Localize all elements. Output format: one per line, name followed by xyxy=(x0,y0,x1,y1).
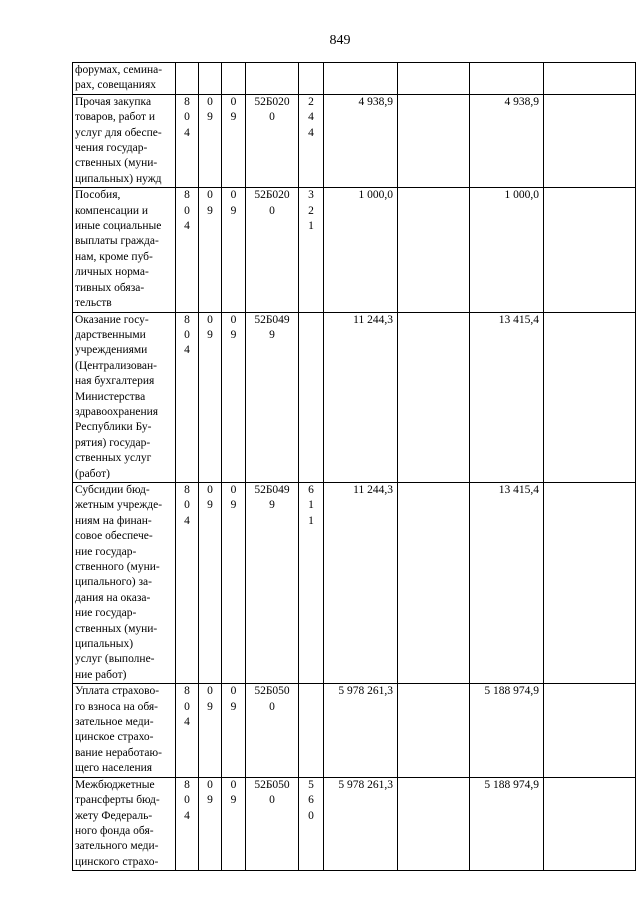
code-target-article: 52Б050 0 xyxy=(246,684,299,777)
value-3: 1 000,0 xyxy=(470,188,544,312)
value-4 xyxy=(544,777,636,870)
value-1: 4 938,9 xyxy=(324,94,398,187)
table-row xyxy=(73,482,636,683)
value-3: 4 938,9 xyxy=(470,94,544,187)
value-2 xyxy=(398,777,470,870)
value-4 xyxy=(544,482,636,683)
code-target-article xyxy=(246,63,299,95)
table-row xyxy=(73,94,636,187)
code-section: 8 0 4 xyxy=(176,188,199,312)
code-expense-type: 6 1 1 xyxy=(299,482,324,683)
code-subsection: 0 9 xyxy=(199,94,222,187)
code-target-article: 52Б050 0 xyxy=(246,777,299,870)
code-expense-type xyxy=(299,312,324,482)
value-1: 1 000,0 xyxy=(324,188,398,312)
code-expense-type xyxy=(299,63,324,95)
code-subsection-2: 0 9 xyxy=(222,482,246,683)
code-subsection-2 xyxy=(222,63,246,95)
code-subsection-2: 0 9 xyxy=(222,188,246,312)
code-subsection: 0 9 xyxy=(199,188,222,312)
table-row xyxy=(73,684,636,777)
row-name: Оказание госу- дарственными учреждениями (Централизован- ная бухгалтерия Министерства здравоохранения Республики Бу- рятия) государ- ственных услуг (работ) xyxy=(73,312,176,482)
page-number: 849 xyxy=(329,33,351,48)
row-name: Межбюджетные трансферты бюд- жету Федераль- ного фонда обя- зательного меди- цинского страхо- xyxy=(73,777,176,870)
code-target-article: 52Б049 9 xyxy=(246,312,299,482)
code-target-article: 52Б020 0 xyxy=(246,188,299,312)
value-2 xyxy=(398,684,470,777)
value-1: 5 978 261,3 xyxy=(324,684,398,777)
value-4 xyxy=(544,312,636,482)
table-row xyxy=(73,188,636,312)
code-subsection: 0 9 xyxy=(199,482,222,683)
code-section: 8 0 4 xyxy=(176,482,199,683)
row-name: Уплата страхово- го взноса на обя- зательное меди- цинское страхо- вание неработаю- щего населения xyxy=(73,684,176,777)
code-target-article: 52Б049 9 xyxy=(246,482,299,683)
code-section: 8 0 4 xyxy=(176,777,199,870)
value-1: 5 978 261,3 xyxy=(324,777,398,870)
code-subsection: 0 9 xyxy=(199,312,222,482)
value-4 xyxy=(544,188,636,312)
value-2 xyxy=(398,94,470,187)
value-4 xyxy=(544,684,636,777)
code-subsection: 0 9 xyxy=(199,777,222,870)
row-name: форумах, семина- рах, совещаниях xyxy=(73,63,176,95)
code-expense-type xyxy=(299,684,324,777)
value-2 xyxy=(398,188,470,312)
code-section: 8 0 4 xyxy=(176,684,199,777)
code-expense-type: 2 4 4 xyxy=(299,94,324,187)
code-subsection: 0 9 xyxy=(199,684,222,777)
value-3: 5 188 974,9 xyxy=(470,777,544,870)
value-1 xyxy=(324,63,398,95)
code-expense-type: 5 6 0 xyxy=(299,777,324,870)
code-section xyxy=(176,63,199,95)
code-target-article: 52Б020 0 xyxy=(246,94,299,187)
code-subsection xyxy=(199,63,222,95)
table-row xyxy=(73,312,636,482)
value-3: 13 415,4 xyxy=(470,482,544,683)
value-3: 5 188 974,9 xyxy=(470,684,544,777)
value-4 xyxy=(544,94,636,187)
value-2 xyxy=(398,482,470,683)
code-section: 8 0 4 xyxy=(176,312,199,482)
code-subsection-2: 0 9 xyxy=(222,94,246,187)
code-section: 8 0 4 xyxy=(176,94,199,187)
row-name: Субсидии бюд- жетным учрежде- ниям на финан- совое обеспече- ние государ- ственного (муни- ципального) за- дания на оказа- ние государ- ственных (муни- ципальных) услуг (выполне- ние работ) xyxy=(73,482,176,683)
table-row xyxy=(73,777,636,870)
code-expense-type: 3 2 1 xyxy=(299,188,324,312)
value-3: 13 415,4 xyxy=(470,312,544,482)
value-1: 11 244,3 xyxy=(324,312,398,482)
code-subsection-2: 0 9 xyxy=(222,312,246,482)
value-3 xyxy=(470,63,544,95)
value-2 xyxy=(398,63,470,95)
value-1: 11 244,3 xyxy=(324,482,398,683)
row-name: Прочая закупка товаров, работ и услуг для обеспе- чения государ- ственных (муни- ципальных) нужд xyxy=(73,94,176,187)
budget-table xyxy=(72,62,636,871)
value-4 xyxy=(544,63,636,95)
code-subsection-2: 0 9 xyxy=(222,777,246,870)
value-2 xyxy=(398,312,470,482)
code-subsection-2: 0 9 xyxy=(222,684,246,777)
table-row xyxy=(73,63,636,95)
row-name: Пособия, компенсации и иные социальные выплаты гражда- нам, кроме пуб- личных норма- тивных обяза- тельств xyxy=(73,188,176,312)
